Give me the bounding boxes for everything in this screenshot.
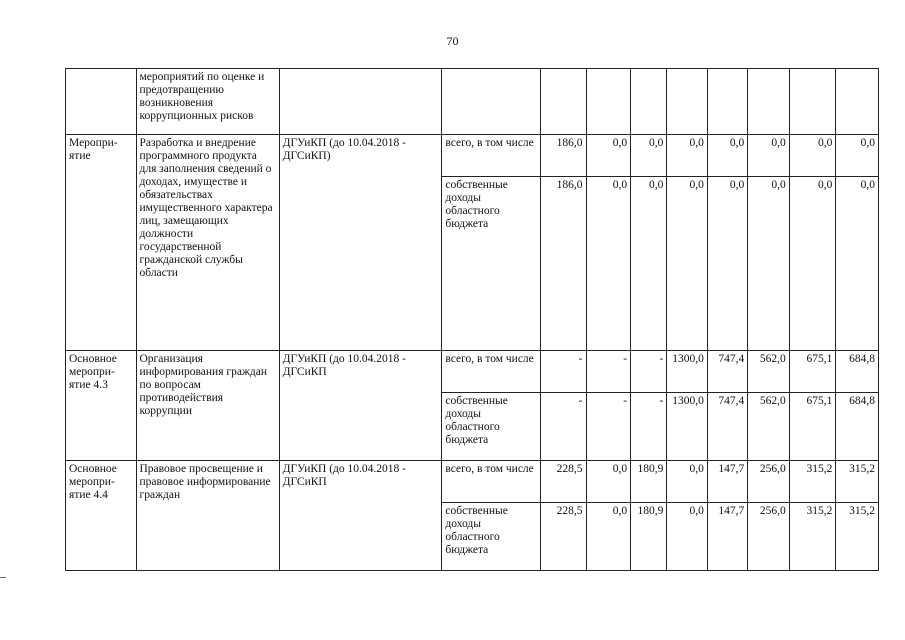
value-cell: 0,0	[667, 177, 707, 351]
measure-code-cell: Основное меропри-ятие 4.3	[66, 351, 137, 461]
value-cell: 147,7	[707, 461, 747, 503]
value-cell: 675,1	[789, 393, 836, 461]
value-cell: 315,2	[836, 461, 879, 503]
value-cell: -	[631, 393, 667, 461]
value-cell	[631, 69, 667, 135]
value-cell: -	[631, 351, 667, 393]
value-cell: 0,0	[748, 177, 789, 351]
value-cell	[586, 69, 631, 135]
scan-edge-mark	[0, 577, 6, 578]
value-cell: 0,0	[707, 177, 747, 351]
value-cell: -	[586, 351, 631, 393]
funding-source-cell: всего, в том числе	[442, 135, 541, 177]
table-row	[66, 461, 879, 503]
funding-source-cell: собственные доходы областного бюджета	[442, 177, 541, 351]
value-cell: 0,0	[789, 135, 836, 177]
table-row	[66, 69, 879, 135]
value-cell: 684,8	[836, 393, 879, 461]
value-cell: 256,0	[748, 503, 789, 571]
value-cell: 147,7	[707, 503, 747, 571]
value-cell: 315,2	[789, 461, 836, 503]
value-cell	[540, 69, 586, 135]
value-cell: 180,9	[631, 503, 667, 571]
value-cell: 562,0	[748, 351, 789, 393]
value-cell: -	[586, 393, 631, 461]
value-cell: 228,5	[540, 461, 586, 503]
funding-source-cell	[442, 69, 541, 135]
value-cell: 675,1	[789, 351, 836, 393]
table-row	[66, 135, 879, 177]
value-cell: -	[540, 351, 586, 393]
measure-name-cell: Разработка и внедрение программного продукта для заполнения сведений о доходах, имуществе и обязательствах имущественного характера лиц, замещающих должности государственной гражданской службы области	[136, 135, 279, 351]
value-cell: 0,0	[586, 461, 631, 503]
funding-source-cell: всего, в том числе	[442, 461, 541, 503]
measure-name-cell: мероприятий по оценке и предотвращению возникновения коррупционных рисков	[136, 69, 279, 135]
value-cell: 747,4	[707, 351, 747, 393]
value-cell: 0,0	[667, 461, 707, 503]
value-cell: 315,2	[836, 503, 879, 571]
value-cell: 0,0	[667, 503, 707, 571]
value-cell: 0,0	[631, 135, 667, 177]
value-cell	[789, 69, 836, 135]
value-cell: 186,0	[540, 135, 586, 177]
value-cell: 684,8	[836, 351, 879, 393]
executor-cell: ДГУиКП (до 10.04.2018 - ДГСиКП	[279, 351, 442, 461]
funding-source-cell: собственные доходы областного бюджета	[442, 503, 541, 571]
value-cell: 0,0	[707, 135, 747, 177]
value-cell: 256,0	[748, 461, 789, 503]
measure-name-cell: Правовое просвещение и правовое информирование граждан	[136, 461, 279, 571]
value-cell: 0,0	[836, 177, 879, 351]
value-cell: 180,9	[631, 461, 667, 503]
measure-code-cell: Меропри-ятие	[66, 135, 137, 351]
value-cell: 186,0	[540, 177, 586, 351]
value-cell: 0,0	[836, 135, 879, 177]
table-row	[66, 351, 879, 393]
value-cell: 0,0	[667, 135, 707, 177]
value-cell: 0,0	[586, 135, 631, 177]
value-cell: -	[540, 393, 586, 461]
value-cell: 747,4	[707, 393, 747, 461]
value-cell: 315,2	[789, 503, 836, 571]
value-cell: 0,0	[748, 135, 789, 177]
value-cell: 0,0	[789, 177, 836, 351]
value-cell	[707, 69, 747, 135]
funding-source-cell: всего, в том числе	[442, 351, 541, 393]
executor-cell: ДГУиКП (до 10.04.2018 - ДГСиКП	[279, 461, 442, 571]
program-funding-table	[65, 68, 879, 571]
table-body	[66, 69, 879, 571]
executor-cell: ДГУиКП (до 10.04.2018 - ДГСиКП)	[279, 135, 442, 351]
page-number: 70	[446, 34, 459, 48]
value-cell: 0,0	[586, 177, 631, 351]
measure-code-cell: Основное меропри-ятие 4.4	[66, 461, 137, 571]
value-cell: 1300,0	[667, 351, 707, 393]
value-cell: 0,0	[586, 503, 631, 571]
executor-cell	[279, 69, 442, 135]
measure-name-cell: Организация информирования граждан по вопросам противодействия коррупции	[136, 351, 279, 461]
value-cell	[836, 69, 879, 135]
funding-source-cell: собственные доходы областного бюджета	[442, 393, 541, 461]
value-cell: 228,5	[540, 503, 586, 571]
measure-code-cell	[66, 69, 137, 135]
value-cell	[748, 69, 789, 135]
value-cell: 1300,0	[667, 393, 707, 461]
value-cell	[667, 69, 707, 135]
value-cell: 0,0	[631, 177, 667, 351]
value-cell: 562,0	[748, 393, 789, 461]
